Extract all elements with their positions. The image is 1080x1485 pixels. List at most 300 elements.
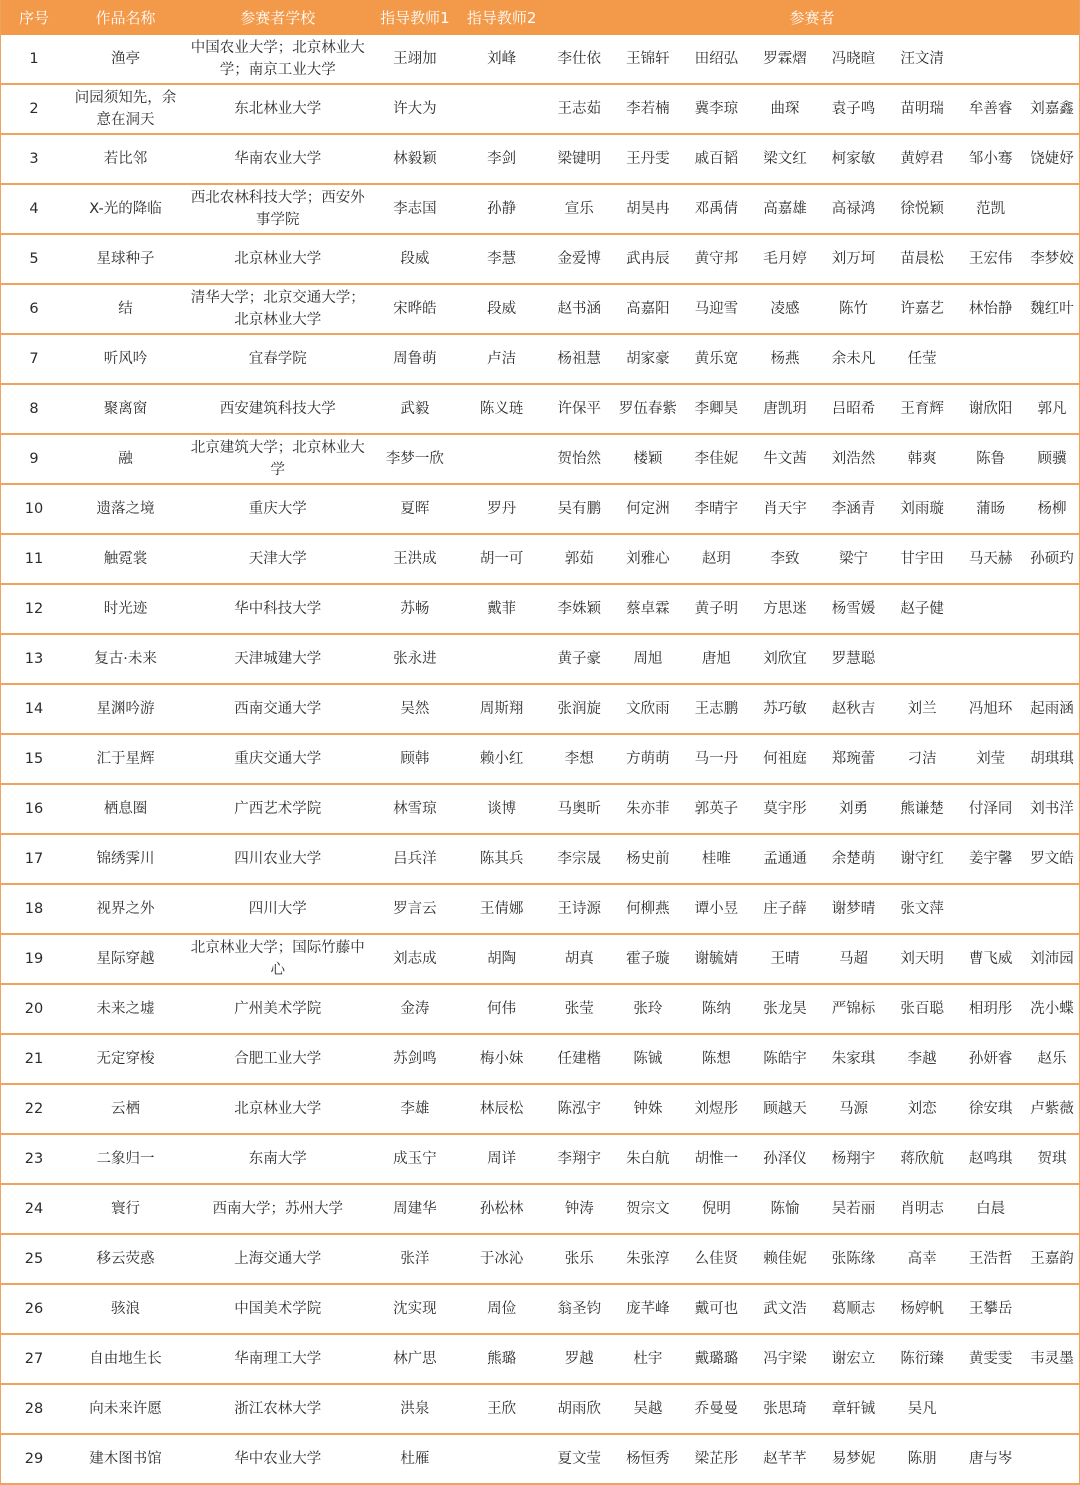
cell-participant: 邓禹倩 <box>682 184 751 234</box>
cell-participant: 刘浩然 <box>819 434 888 484</box>
cell-participant: 杨恒秀 <box>614 1434 683 1484</box>
cell-work-title: 锦绣霁川 <box>67 834 184 884</box>
cell-work-title: 二象归一 <box>67 1134 184 1184</box>
cell-participant: 孙硕玓 <box>1025 534 1080 584</box>
cell-participant: 谢梦晴 <box>819 884 888 934</box>
cell-participant: 高嘉雄 <box>751 184 820 234</box>
table-row <box>1 1134 1080 1184</box>
cell-number: 22 <box>1 1084 68 1134</box>
cell-number: 15 <box>1 734 68 784</box>
cell-participant: 金爱博 <box>545 234 614 284</box>
cell-participant: 高禄鸿 <box>819 184 888 234</box>
table-row <box>1 434 1080 484</box>
cell-participant <box>1025 184 1080 234</box>
cell-participant: 唐与岑 <box>956 1434 1025 1484</box>
cell-participant: 徐悦颖 <box>888 184 957 234</box>
cell-participant: 黄乐宽 <box>682 334 751 384</box>
cell-work-title: 若比邻 <box>67 134 184 184</box>
cell-work-title: 星渊吟游 <box>67 684 184 734</box>
cell-participant: 罗伍春紫 <box>614 384 683 434</box>
cell-number: 17 <box>1 834 68 884</box>
cell-participant: 邹小骞 <box>956 134 1025 184</box>
cell-participant: 杜宇 <box>614 1334 683 1384</box>
table-row <box>1 184 1080 234</box>
cell-school: 北京林业大学；国际竹藤中心 <box>184 934 372 984</box>
cell-participant: 宣乐 <box>545 184 614 234</box>
table-row <box>1 984 1080 1034</box>
cell-teacher-2: 李慧 <box>458 234 545 284</box>
cell-participant: 朱白航 <box>614 1134 683 1184</box>
cell-participant: 罗慧聪 <box>819 634 888 684</box>
cell-participant: 周旭 <box>614 634 683 684</box>
cell-work-title: 栖息圈 <box>67 784 184 834</box>
cell-participant: 谢守红 <box>888 834 957 884</box>
cell-participant: 易梦妮 <box>819 1434 888 1484</box>
cell-participant: 蒋欣航 <box>888 1134 957 1184</box>
cell-participant: 马天赫 <box>956 534 1025 584</box>
cell-participant: 杨史前 <box>614 834 683 884</box>
cell-participant: 陈竹 <box>819 284 888 334</box>
cell-participant: 戴可也 <box>682 1284 751 1334</box>
cell-participant: 孙妍睿 <box>956 1034 1025 1084</box>
cell-teacher-2: 罗丹 <box>458 484 545 534</box>
cell-school: 四川大学 <box>184 884 372 934</box>
table-row <box>1 1334 1080 1384</box>
cell-participant: 胡家豪 <box>614 334 683 384</box>
cell-participant: 姜宇馨 <box>956 834 1025 884</box>
cell-participant: 刘煜彤 <box>682 1084 751 1134</box>
cell-participant: 么佳贤 <box>682 1234 751 1284</box>
cell-participant: 李翔宇 <box>545 1134 614 1184</box>
cell-participant: 李涵青 <box>819 484 888 534</box>
cell-teacher-2: 段威 <box>458 284 545 334</box>
cell-teacher-1: 林雪琼 <box>372 784 459 834</box>
cell-teacher-1: 苏剑鸣 <box>372 1034 459 1084</box>
cell-teacher-1: 林毅颖 <box>372 134 459 184</box>
cell-number: 25 <box>1 1234 68 1284</box>
cell-participant: 张文萍 <box>888 884 957 934</box>
cell-number: 27 <box>1 1334 68 1384</box>
cell-participant: 唐凯玥 <box>751 384 820 434</box>
cell-participant: 高嘉阳 <box>614 284 683 334</box>
cell-participant: 苏巧敏 <box>751 684 820 734</box>
table-row <box>1 284 1080 334</box>
table-row <box>1 584 1080 634</box>
cell-teacher-2: 王欣 <box>458 1384 545 1434</box>
cell-participant: 范凯 <box>956 184 1025 234</box>
table-row <box>1 934 1080 984</box>
table-row <box>1 684 1080 734</box>
cell-school: 天津城建大学 <box>184 634 372 684</box>
cell-teacher-1: 吕兵洋 <box>372 834 459 884</box>
table-body <box>1 35 1080 1484</box>
cell-participant: 白晨 <box>956 1184 1025 1234</box>
cell-participant: 韦灵墨 <box>1025 1334 1080 1384</box>
cell-participant: 李晴宇 <box>682 484 751 534</box>
cell-participant: 唐旭 <box>682 634 751 684</box>
cell-work-title: 汇于星辉 <box>67 734 184 784</box>
cell-participant: 李姝颖 <box>545 584 614 634</box>
cell-number: 16 <box>1 784 68 834</box>
cell-school: 华中科技大学 <box>184 584 372 634</box>
cell-teacher-1: 李志国 <box>372 184 459 234</box>
cell-participant: 贺宗文 <box>614 1184 683 1234</box>
cell-participant <box>1025 1434 1080 1484</box>
cell-school: 天津大学 <box>184 534 372 584</box>
cell-teacher-1: 周建华 <box>372 1184 459 1234</box>
cell-participant: 赵玥 <box>682 534 751 584</box>
cell-participant: 吕昭希 <box>819 384 888 434</box>
cell-participant: 卢紫薇 <box>1025 1084 1080 1134</box>
cell-participant <box>956 1384 1025 1434</box>
cell-participant: 张乐 <box>545 1234 614 1284</box>
cell-school: 华南农业大学 <box>184 134 372 184</box>
cell-participant: 霍子璇 <box>614 934 683 984</box>
cell-participant: 刘雨璇 <box>888 484 957 534</box>
cell-participant: 袁子鸣 <box>819 84 888 134</box>
cell-participant: 陈朋 <box>888 1434 957 1484</box>
cell-participant: 梁文红 <box>751 134 820 184</box>
cell-teacher-2: 周详 <box>458 1134 545 1184</box>
cell-teacher-2 <box>458 634 545 684</box>
cell-participant: 曲琛 <box>751 84 820 134</box>
cell-participant: 翁圣钧 <box>545 1284 614 1334</box>
cell-participant: 何祖庭 <box>751 734 820 784</box>
cell-participant: 起雨涵 <box>1025 684 1080 734</box>
cell-participant: 马奥昕 <box>545 784 614 834</box>
cell-participant: 冯宇梁 <box>751 1334 820 1384</box>
cell-number: 26 <box>1 1284 68 1334</box>
cell-participant <box>1025 1184 1080 1234</box>
cell-participant: 凌感 <box>751 284 820 334</box>
cell-participant: 乔曼曼 <box>682 1384 751 1434</box>
cell-participant: 饶婕妤 <box>1025 134 1080 184</box>
table-row <box>1 1384 1080 1434</box>
cell-participant: 冼小蝶 <box>1025 984 1080 1034</box>
cell-participant: 钟姝 <box>614 1084 683 1134</box>
cell-participant <box>1025 634 1080 684</box>
cell-work-title: 云栖 <box>67 1084 184 1134</box>
cell-participant: 王丹雯 <box>614 134 683 184</box>
cell-participant: 严锦标 <box>819 984 888 1034</box>
cell-work-title: 结 <box>67 284 184 334</box>
cell-participant: 杨燕 <box>751 334 820 384</box>
cell-participant: 牟善睿 <box>956 84 1025 134</box>
cell-teacher-1: 段威 <box>372 234 459 284</box>
cell-participant: 刁洁 <box>888 734 957 784</box>
cell-number: 29 <box>1 1434 68 1484</box>
cell-participant: 黄雯雯 <box>956 1334 1025 1384</box>
cell-participant: 何柳燕 <box>614 884 683 934</box>
cell-participant: 罗越 <box>545 1334 614 1384</box>
cell-participant: 胡琪琪 <box>1025 734 1080 784</box>
cell-participant: 倪明 <box>682 1184 751 1234</box>
cell-participant: 曹飞威 <box>956 934 1025 984</box>
cell-participant: 肖明志 <box>888 1184 957 1234</box>
cell-participant: 罗文皓 <box>1025 834 1080 884</box>
cell-participant: 楼颖 <box>614 434 683 484</box>
cell-participant: 赵乐 <box>1025 1034 1080 1084</box>
cell-teacher-1: 张洋 <box>372 1234 459 1284</box>
cell-teacher-1: 苏畅 <box>372 584 459 634</box>
table-row <box>1 1084 1080 1134</box>
cell-number: 6 <box>1 284 68 334</box>
cell-participant: 谢毓婧 <box>682 934 751 984</box>
cell-number: 4 <box>1 184 68 234</box>
cell-school: 西安建筑科技大学 <box>184 384 372 434</box>
cell-teacher-1: 金涛 <box>372 984 459 1034</box>
cell-participant: 胡雨欣 <box>545 1384 614 1434</box>
cell-participant: 刘万坷 <box>819 234 888 284</box>
cell-school: 中国美术学院 <box>184 1284 372 1334</box>
cell-participant: 莫宇彤 <box>751 784 820 834</box>
cell-work-title: 触霓裳 <box>67 534 184 584</box>
table-row <box>1 1434 1080 1484</box>
cell-teacher-1: 吴然 <box>372 684 459 734</box>
cell-participant: 王浩哲 <box>956 1234 1025 1284</box>
cell-work-title: 视界之外 <box>67 884 184 934</box>
cell-work-title: 无定穿梭 <box>67 1034 184 1084</box>
cell-number: 2 <box>1 84 68 134</box>
cell-participant: 刘天明 <box>888 934 957 984</box>
cell-participant: 陈愉 <box>751 1184 820 1234</box>
cell-school: 西南交通大学 <box>184 684 372 734</box>
cell-teacher-2: 卢洁 <box>458 334 545 384</box>
cell-work-title: 聚离窗 <box>67 384 184 434</box>
cell-school: 广西艺术学院 <box>184 784 372 834</box>
cell-number: 24 <box>1 1184 68 1234</box>
cell-participant <box>1025 334 1080 384</box>
cell-participant <box>1025 884 1080 934</box>
cell-participant: 毛月婷 <box>751 234 820 284</box>
cell-participant: 朱张淳 <box>614 1234 683 1284</box>
cell-participant: 刘嘉鑫 <box>1025 84 1080 134</box>
cell-participant: 杨翔宇 <box>819 1134 888 1184</box>
cell-participant <box>956 584 1025 634</box>
cell-participant: 庄子薛 <box>751 884 820 934</box>
cell-teacher-1: 成玉宁 <box>372 1134 459 1184</box>
cell-work-title: 向未来许愿 <box>67 1384 184 1434</box>
cell-participant: 苗晨松 <box>888 234 957 284</box>
cell-participant: 赵秋吉 <box>819 684 888 734</box>
cell-participant: 张思琦 <box>751 1384 820 1434</box>
cell-participant: 徐安琪 <box>956 1084 1025 1134</box>
cell-participant: 付泽同 <box>956 784 1025 834</box>
cell-participant: 桂唯 <box>682 834 751 884</box>
cell-participant: 黄守邦 <box>682 234 751 284</box>
cell-work-title: 寰行 <box>67 1184 184 1234</box>
cell-participant: 朱家琪 <box>819 1034 888 1084</box>
cell-participant: 刘恋 <box>888 1084 957 1134</box>
cell-participant: 黄子明 <box>682 584 751 634</box>
header-number: 序号 <box>1 0 68 35</box>
cell-participant: 韩爽 <box>888 434 957 484</box>
cell-participant: 谭小昱 <box>682 884 751 934</box>
cell-participant: 许保平 <box>545 384 614 434</box>
table-row <box>1 334 1080 384</box>
table-row <box>1 784 1080 834</box>
cell-teacher-2: 胡陶 <box>458 934 545 984</box>
cell-participant: 章轩铖 <box>819 1384 888 1434</box>
cell-participant: 李仕依 <box>545 35 614 84</box>
cell-participant: 熊谦楚 <box>888 784 957 834</box>
cell-participant <box>1025 1384 1080 1434</box>
cell-participant: 王宏伟 <box>956 234 1025 284</box>
cell-participant: 庞芊峰 <box>614 1284 683 1334</box>
cell-participant: 梁宁 <box>819 534 888 584</box>
cell-number: 19 <box>1 934 68 984</box>
cell-teacher-1: 宋晔皓 <box>372 284 459 334</box>
header-teacher-2: 指导教师2 <box>458 0 545 35</box>
cell-work-title: 星际穿越 <box>67 934 184 984</box>
cell-participant: 杨雪媛 <box>819 584 888 634</box>
cell-teacher-2: 于冰沁 <box>458 1234 545 1284</box>
cell-teacher-2: 周俭 <box>458 1284 545 1334</box>
cell-participant: 李卿昊 <box>682 384 751 434</box>
cell-number: 11 <box>1 534 68 584</box>
cell-participant: 杨婷帆 <box>888 1284 957 1334</box>
cell-school: 北京林业大学 <box>184 234 372 284</box>
cell-school: 东南大学 <box>184 1134 372 1184</box>
cell-teacher-1: 洪泉 <box>372 1384 459 1434</box>
cell-participant: 许嘉艺 <box>888 284 957 334</box>
cell-work-title: 问园须知先，余意在洞天 <box>67 84 184 134</box>
cell-work-title: X-光的降临 <box>67 184 184 234</box>
cell-participant: 刘欣宜 <box>751 634 820 684</box>
cell-participant: 张莹 <box>545 984 614 1034</box>
cell-participant: 王嘉韵 <box>1025 1234 1080 1284</box>
cell-number: 20 <box>1 984 68 1034</box>
cell-teacher-1: 杜雁 <box>372 1434 459 1484</box>
cell-teacher-1: 王洪成 <box>372 534 459 584</box>
cell-participant <box>1025 584 1080 634</box>
cell-participant: 李想 <box>545 734 614 784</box>
cell-work-title: 渔亭 <box>67 35 184 84</box>
cell-teacher-2: 何伟 <box>458 984 545 1034</box>
cell-school: 清华大学；北京交通大学；北京林业大学 <box>184 284 372 334</box>
table-row <box>1 484 1080 534</box>
cell-participant: 李越 <box>888 1034 957 1084</box>
cell-teacher-2 <box>458 1434 545 1484</box>
cell-school: 合肥工业大学 <box>184 1034 372 1084</box>
cell-teacher-2: 刘峰 <box>458 35 545 84</box>
cell-participant: 张陈缘 <box>819 1234 888 1284</box>
cell-participant: 张玲 <box>614 984 683 1034</box>
cell-participant: 牛文茜 <box>751 434 820 484</box>
cell-school: 华南理工大学 <box>184 1334 372 1384</box>
cell-participant: 高幸 <box>888 1234 957 1284</box>
cell-number: 3 <box>1 134 68 184</box>
cell-participant: 刘勇 <box>819 784 888 834</box>
cell-participant: 张润旋 <box>545 684 614 734</box>
cell-participant: 陈铖 <box>614 1034 683 1084</box>
cell-participant: 胡真 <box>545 934 614 984</box>
cell-teacher-2: 谈博 <box>458 784 545 834</box>
cell-participant: 朱亦菲 <box>614 784 683 834</box>
cell-participant: 汪文清 <box>888 35 957 84</box>
cell-teacher-1: 张永进 <box>372 634 459 684</box>
cell-participant: 陈泓宇 <box>545 1084 614 1134</box>
cell-participant: 陈纳 <box>682 984 751 1034</box>
cell-participant: 方萌萌 <box>614 734 683 784</box>
cell-participant: 谢欣阳 <box>956 384 1025 434</box>
cell-teacher-2: 戴菲 <box>458 584 545 634</box>
cell-participant: 郑琬蕾 <box>819 734 888 784</box>
cell-number: 7 <box>1 334 68 384</box>
cell-participant: 钟涛 <box>545 1184 614 1234</box>
cell-participant: 李佳妮 <box>682 434 751 484</box>
cell-participant: 陈鲁 <box>956 434 1025 484</box>
cell-participant: 马一丹 <box>682 734 751 784</box>
cell-school: 宜春学院 <box>184 334 372 384</box>
cell-participant: 魏红叶 <box>1025 284 1080 334</box>
cell-work-title: 骇浪 <box>67 1284 184 1334</box>
cell-teacher-2 <box>458 84 545 134</box>
table-row <box>1 1034 1080 1084</box>
cell-participant: 何定洲 <box>614 484 683 534</box>
cell-participant: 赵鸣琪 <box>956 1134 1025 1184</box>
cell-work-title: 星球种子 <box>67 234 184 284</box>
cell-school: 四川农业大学 <box>184 834 372 884</box>
cell-participant: 冯旭环 <box>956 684 1025 734</box>
cell-participant <box>956 884 1025 934</box>
cell-participant: 陈想 <box>682 1034 751 1084</box>
cell-school: 广州美术学院 <box>184 984 372 1034</box>
cell-work-title: 未来之墟 <box>67 984 184 1034</box>
cell-teacher-1: 罗言云 <box>372 884 459 934</box>
cell-participant: 陈皓宇 <box>751 1034 820 1084</box>
cell-school: 北京林业大学 <box>184 1084 372 1134</box>
cell-participant: 戴璐璐 <box>682 1334 751 1384</box>
cell-participant: 李宗晟 <box>545 834 614 884</box>
cell-participant: 郭英子 <box>682 784 751 834</box>
cell-participant: 吴有鹏 <box>545 484 614 534</box>
cell-participant: 黄子豪 <box>545 634 614 684</box>
table-row <box>1 734 1080 784</box>
table-row <box>1 35 1080 84</box>
cell-school: 华中农业大学 <box>184 1434 372 1484</box>
cell-participant: 刘书洋 <box>1025 784 1080 834</box>
cell-school: 重庆交通大学 <box>184 734 372 784</box>
cell-participant: 田绍弘 <box>682 35 751 84</box>
cell-number: 1 <box>1 35 68 84</box>
cell-teacher-1: 武毅 <box>372 384 459 434</box>
cell-participant: 赵芊芊 <box>751 1434 820 1484</box>
cell-participant: 王诗源 <box>545 884 614 934</box>
cell-work-title: 建木图书馆 <box>67 1434 184 1484</box>
cell-work-title: 时光迹 <box>67 584 184 634</box>
cell-participant: 余楚萌 <box>819 834 888 884</box>
table-row <box>1 534 1080 584</box>
cell-participant: 葛顺志 <box>819 1284 888 1334</box>
cell-participant: 武文浩 <box>751 1284 820 1334</box>
table-row <box>1 1184 1080 1234</box>
cell-participant: 陈衍臻 <box>888 1334 957 1384</box>
cell-participant: 胡惟一 <box>682 1134 751 1184</box>
cell-number: 8 <box>1 384 68 434</box>
cell-teacher-1: 李梦一欣 <box>372 434 459 484</box>
cell-number: 9 <box>1 434 68 484</box>
cell-participant: 苗明瑞 <box>888 84 957 134</box>
cell-teacher-2: 陈义琏 <box>458 384 545 434</box>
cell-work-title: 融 <box>67 434 184 484</box>
cell-school: 西北农林科技大学；西安外事学院 <box>184 184 372 234</box>
cell-teacher-2: 周斯翔 <box>458 684 545 734</box>
header-school: 参赛者学校 <box>184 0 372 35</box>
table-row <box>1 634 1080 684</box>
cell-school: 西南大学；苏州大学 <box>184 1184 372 1234</box>
cell-participant <box>1025 35 1080 84</box>
